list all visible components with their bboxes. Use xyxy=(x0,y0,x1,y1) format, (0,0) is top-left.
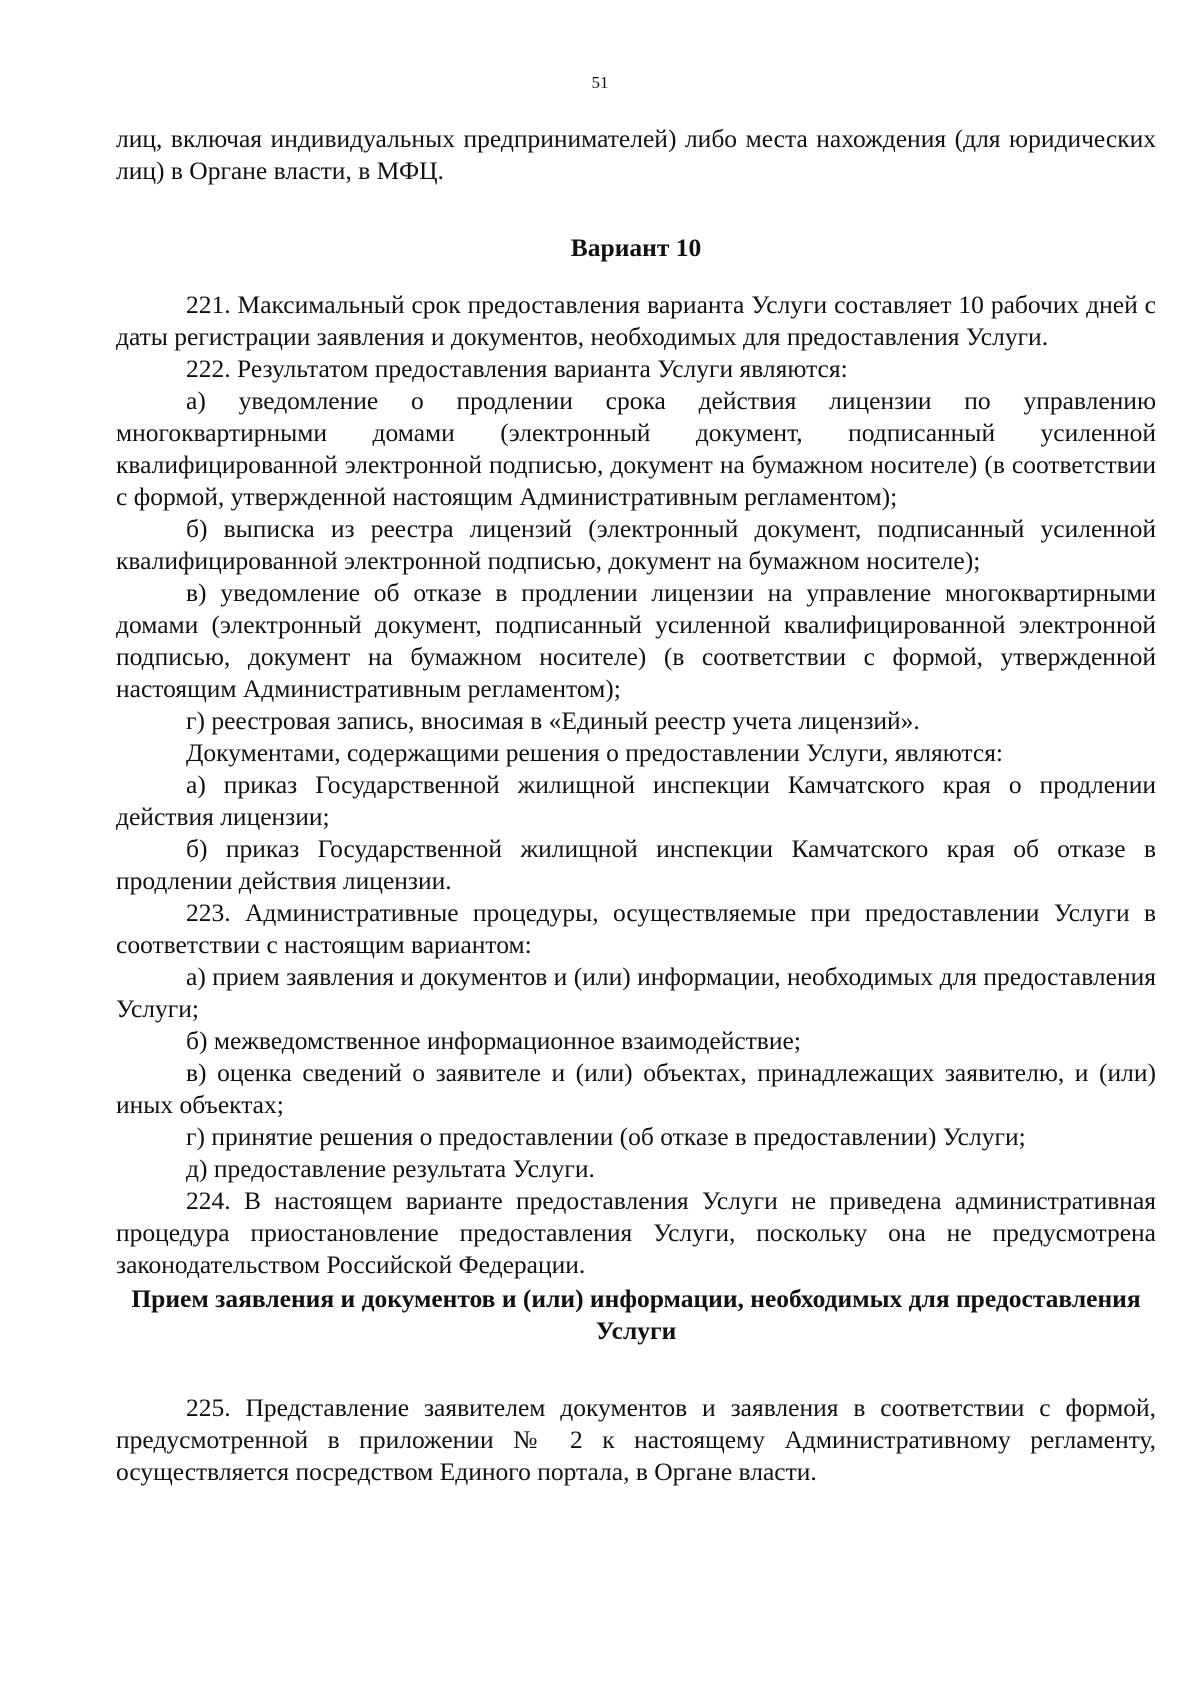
paragraph-222: 222. Результатом предоставления варианта Услуги являются: xyxy=(186,354,848,383)
list-item-222-b: б) выписка из реестра лицензий (электронный документ, подписанный усиленной квалифицированной электронной подписью, документ на бумажном носителе); xyxy=(116,514,1156,575)
paragraph-223: 223. Административные процедуры, осуществляемые при предоставлении Услуги в соответствии с настоящим вариантом: xyxy=(116,898,1156,959)
list-item-222-g: г) реестровая запись, вносимая в «Единый реестр учета лицензий». xyxy=(186,706,920,735)
list-item-222-a: а) уведомление о продлении срока действия лицензии по управлению многоквартирными домами (электронный документ, подписанный усиленной квалифицированной электронной подписью, документ на бумажном носителе) (в соответствии с формой, утвержденной настоящим Административным регламентом); xyxy=(116,386,1156,511)
list-item-decision-b: б) приказ Государственной жилищной инспекции Камчатского края об отказе в продлении действия лицензии. xyxy=(116,834,1156,895)
section-heading-reception: Прием заявления и документов и (или) информации, необходимых для предоставления Услуги xyxy=(131,1284,1141,1345)
list-item-223-b: б) межведомственное информационное взаимодействие; xyxy=(186,1026,801,1055)
page-number: 51 xyxy=(591,73,609,92)
paragraph-225: 225. Представление заявителем документов и заявления в соответствии с формой, предусмотренной в приложении № 2 к настоящему Административному регламенту, осуществляется посредством Единого портала, в Органе власти. xyxy=(116,1393,1156,1486)
paragraph-continuation: лиц, включая индивидуальных предпринимателей) либо места нахождения (для юридических лиц) в Органе власти, в МФЦ. xyxy=(116,124,1156,185)
section-heading-variant: Вариант 10 xyxy=(570,233,702,262)
list-item-223-d: д) предоставление результата Услуги. xyxy=(186,1154,595,1183)
list-item-decision-a: а) приказ Государственной жилищной инспекции Камчатского края о продлении действия лицензии; xyxy=(116,770,1156,831)
paragraph-224: 224. В настоящем варианте предоставления Услуги не приведена административная процедура приостановление предоставления Услуги, поскольку она не предусмотрена законодательством Российской Федерации. xyxy=(116,1186,1156,1279)
document-body xyxy=(116,123,1156,1488)
paragraph-decision-documents: Документами, содержащими решения о предоставлении Услуги, являются: xyxy=(186,738,1004,767)
list-item-223-g: г) принятие решения о предоставлении (об отказе в предоставлении) Услуги; xyxy=(186,1122,1026,1151)
list-item-223-a: а) прием заявления и документов и (или) информации, необходимых для предоставления Услуги; xyxy=(116,962,1156,1023)
list-item-223-v: в) оценка сведений о заявителе и (или) объектах, принадлежащих заявителю, и (или) иных объектах; xyxy=(116,1058,1156,1119)
paragraph-221: 221. Максимальный срок предоставления варианта Услуги составляет 10 рабочих дней с даты регистрации заявления и документов, необходимых для предоставления Услуги. xyxy=(116,290,1156,351)
list-item-222-v: в) уведомление об отказе в продлении лицензии на управление многоквартирными домами (электронный документ, подписанный усиленной квалифицированной электронной подписью, документ на бумажном носителе) (в соответствии с формой, утвержденной настоящим Административным регламентом); xyxy=(116,578,1156,703)
